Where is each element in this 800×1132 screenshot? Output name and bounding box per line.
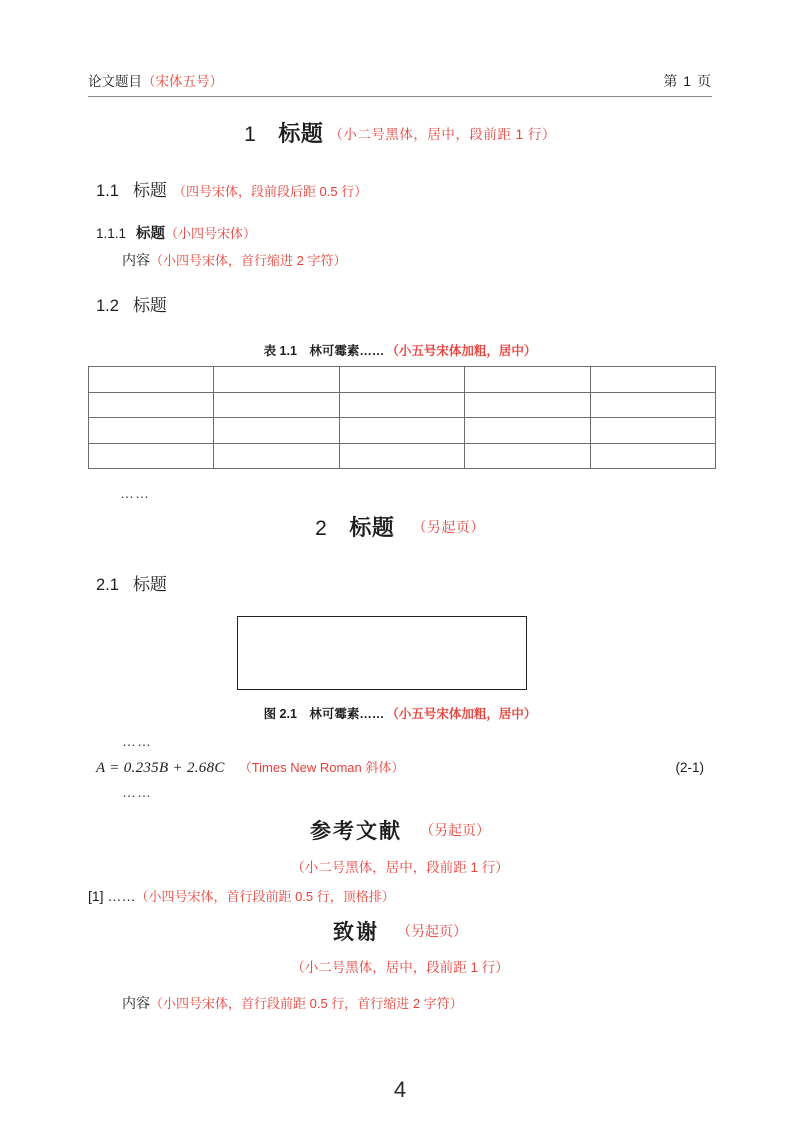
section-1-1-note: （四号宋体，段前段后距 0.5 行） [172, 184, 368, 199]
section-1-2-title: 标题 [132, 296, 167, 315]
heading-subsection-1-1-1 [96, 222, 256, 243]
formula-left-group [96, 757, 404, 777]
acknowledgement-title: 致谢 [333, 921, 379, 944]
references-format-note: （小二号黑体，居中，段前距 1 行） [291, 860, 509, 875]
table-cell[interactable] [465, 367, 590, 393]
content-paragraph-1-1-1 [122, 250, 346, 270]
table-cell[interactable] [339, 418, 464, 444]
acknowledgement-content-label: 内容 [122, 995, 150, 1011]
chapter-1-note: （小二号黑体，居中，段前距 1 行） [329, 127, 556, 142]
content-note: （小四号宋体，首行缩进 2 字符） [150, 253, 347, 268]
ellipsis-after-formula: …… [122, 784, 152, 800]
table-cell[interactable] [339, 367, 464, 393]
figure-caption-note: （小五号宋体加粗，居中） [386, 707, 537, 721]
chapter-2-title: 标题 [349, 515, 395, 540]
subsection-1-1-1-number: 1.1.1 [96, 226, 127, 241]
heading-chapter-2 [0, 511, 800, 542]
references-title-note: （另起页） [420, 822, 490, 838]
content-label: 内容 [122, 252, 150, 268]
reference-entry-marker: [1] …… [88, 888, 136, 904]
formula-number: (2-1) [675, 760, 704, 775]
formula-note: （Times New Roman 斜体） [238, 760, 405, 775]
table-cell[interactable] [339, 392, 464, 418]
acknowledgement-title-note: （另起页） [397, 923, 467, 939]
heading-references [0, 815, 800, 845]
table-cell[interactable] [465, 392, 590, 418]
table-caption-text: 表 1.1 林可霉素…… [263, 344, 385, 358]
table-caption [0, 341, 800, 359]
subsection-1-1-1-note: （小四号宋体） [165, 226, 257, 241]
table-cell[interactable] [465, 418, 590, 444]
section-2-1-title: 标题 [132, 575, 167, 594]
table-cell[interactable] [214, 418, 339, 444]
header-title-note: （宋体五号） [142, 74, 223, 89]
chapter-1-number: 1 [244, 123, 257, 146]
table-cell[interactable] [89, 443, 214, 469]
heading-section-1-1 [96, 176, 367, 201]
table-cell[interactable] [465, 443, 590, 469]
table-cell[interactable] [89, 392, 214, 418]
table-cell[interactable] [590, 443, 715, 469]
figure-placeholder-box [237, 616, 527, 690]
table-caption-note: （小五号宋体加粗，居中） [386, 344, 537, 358]
table-cell[interactable] [339, 443, 464, 469]
table-cell[interactable] [89, 418, 214, 444]
chapter-2-number: 2 [315, 517, 328, 540]
heading-section-2-1 [96, 570, 167, 595]
references-title: 参考文献 [310, 820, 402, 843]
table-row [89, 367, 716, 393]
heading-section-1-2 [96, 291, 167, 316]
reference-entry-1 [88, 886, 395, 905]
table-cell[interactable] [214, 367, 339, 393]
chapter-2-note: （另起页） [412, 519, 485, 535]
section-2-1-number: 2.1 [96, 576, 119, 594]
table-cell[interactable] [89, 367, 214, 393]
subsection-1-1-1-title: 标题 [136, 226, 166, 242]
ellipsis-after-table: …… [120, 485, 150, 501]
chapter-1-title: 标题 [278, 121, 324, 146]
data-table [88, 366, 716, 469]
figure-caption-text: 图 2.1 林可霉素…… [263, 707, 385, 721]
acknowledgement-content-note: （小四号宋体，首行段前距 0.5 行，首行缩进 2 字符） [150, 996, 463, 1011]
table-cell[interactable] [214, 443, 339, 469]
section-1-1-number: 1.1 [96, 182, 119, 200]
table-row [89, 392, 716, 418]
reference-entry-note: （小四号宋体，首行段前距 0.5 行，顶格排） [135, 889, 395, 904]
header-title-text: 论文题目 [88, 74, 142, 89]
section-1-1-title: 标题 [132, 181, 167, 200]
table-cell[interactable] [590, 418, 715, 444]
heading-acknowledgement [0, 916, 800, 946]
formula-expression: A = 0.235B + 2.68C [96, 760, 225, 776]
ellipsis-before-formula: …… [122, 733, 152, 749]
table-row [89, 418, 716, 444]
header-page-label: 第 1 页 [663, 73, 712, 89]
table-row [89, 443, 716, 469]
acknowledgement-content [122, 993, 463, 1013]
page-header [88, 70, 712, 97]
section-1-2-number: 1.2 [96, 297, 119, 315]
table-cell[interactable] [590, 392, 715, 418]
figure-caption [0, 704, 800, 722]
table-body [89, 367, 716, 469]
formula-row [96, 757, 704, 777]
page-number: 4 [393, 1077, 407, 1102]
table-cell[interactable] [214, 392, 339, 418]
acknowledgement-format-note: （小二号黑体，居中，段前距 1 行） [291, 960, 509, 975]
heading-chapter-1 [0, 117, 800, 148]
table-cell[interactable] [590, 367, 715, 393]
header-title [88, 70, 223, 90]
